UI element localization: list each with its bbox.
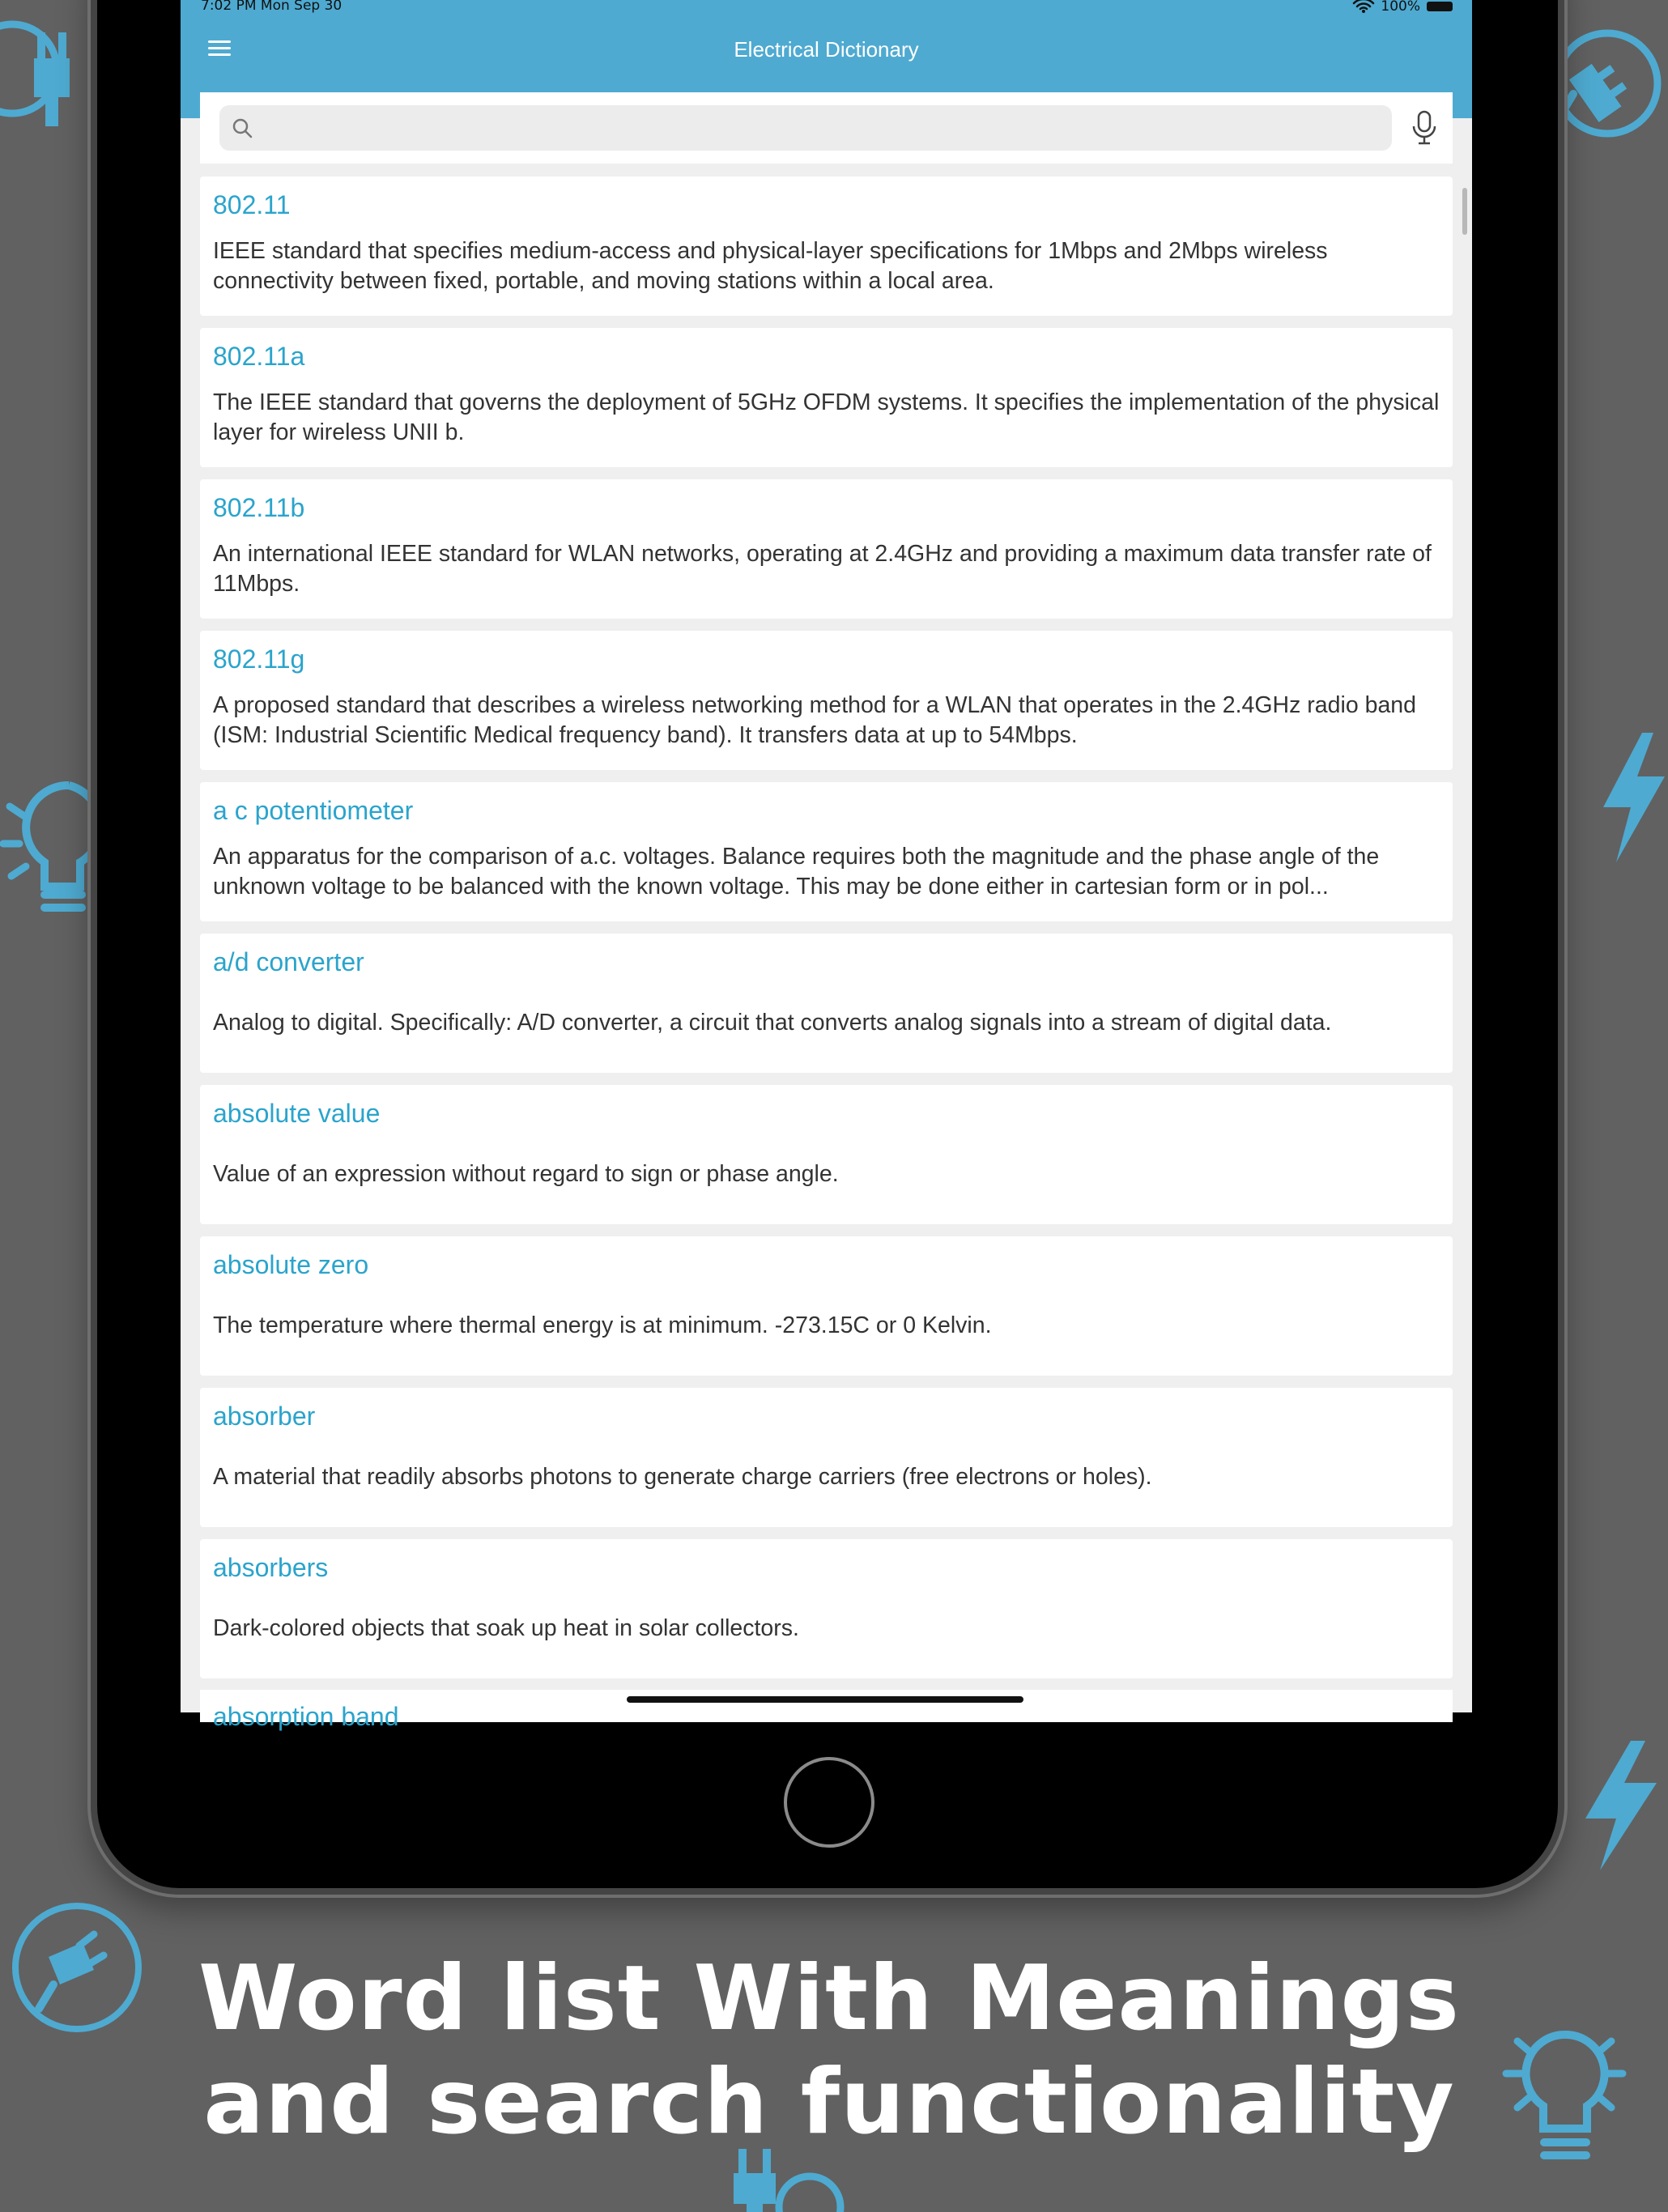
search-field[interactable] (219, 105, 1392, 151)
entry-term: 802.11 (213, 190, 291, 219)
home-button[interactable] (784, 1757, 874, 1848)
plug-icon (729, 2146, 858, 2212)
caption-line-2: and search functionality (203, 2050, 1455, 2155)
entry-definition: Analog to digital. Specifically: A/D converter, a circuit that converts analog signals into a stream of digital data. (213, 1010, 1332, 1036)
list-item[interactable] (200, 177, 1453, 316)
entry-definition: The temperature where thermal energy is at minimum. -273.15C or 0 Kelvin. (213, 1312, 992, 1338)
caption-line-1: Word list With Meanings (198, 1946, 1460, 2051)
lightning-bolt-icon (1595, 733, 1668, 862)
word-list (200, 177, 1453, 1691)
entry-term: 802.11a (213, 342, 305, 371)
entry-term: a c potentiometer (213, 796, 414, 825)
entry-definition: An international IEEE standard for WLAN networks, operating at 2.4GHz and providing a maximum data transfer rate of 11Mbps. (213, 541, 1432, 597)
search-icon (231, 117, 253, 139)
entry-term: absolute zero (213, 1250, 369, 1279)
entry-term: 802.11b (213, 493, 305, 522)
list-item[interactable] (200, 782, 1453, 921)
scrollbar[interactable] (1462, 188, 1467, 235)
list-item[interactable] (200, 1236, 1453, 1376)
search-input[interactable] (263, 111, 1384, 145)
entry-definition: An apparatus for the comparison of a.c. voltages. Balance requires both the magnitude and the phase angle of the unknown voltage to be balanced with the known voltage. This may be done either in cartesian form or in pol... (213, 844, 1380, 900)
entry-term: absorbers (213, 1553, 329, 1582)
list-item[interactable] (200, 328, 1453, 467)
entry-definition: The IEEE standard that governs the deployment of 5GHz OFDM systems. It specifies the implementation of the physical layer for wireless UNII b. (213, 389, 1440, 445)
list-item[interactable] (200, 934, 1453, 1073)
promo-caption (0, 1947, 1658, 2155)
microphone-icon[interactable] (1411, 110, 1438, 146)
entry-term: absorber (213, 1402, 316, 1431)
entry-definition: Value of an expression without regard to sign or phase angle. (213, 1161, 839, 1187)
list-item[interactable] (200, 1539, 1453, 1678)
list-item[interactable] (200, 1388, 1453, 1527)
entry-definition: IEEE standard that specifies medium-access and physical-layer specifications for 1Mbps and 2Mbps wireless connectivity between fixed, portable, and moving stations within a local area. (213, 238, 1328, 294)
plug-icon (0, 8, 97, 146)
app-screen (181, 0, 1472, 1731)
battery-percent: 100% (1381, 0, 1420, 15)
entry-term: 802.11g (213, 644, 305, 674)
list-item[interactable] (200, 479, 1453, 619)
entry-definition: Dark-colored objects that soak up heat in solar collectors. (213, 1615, 799, 1641)
entry-term: a/d converter (213, 947, 364, 976)
list-item[interactable] (200, 1085, 1453, 1224)
status-time-date: 7:02 PM Mon Sep 30 (201, 0, 343, 14)
status-indicators (1353, 0, 1453, 13)
lightning-bolt-icon (1571, 1741, 1660, 1870)
search-bar (200, 92, 1453, 164)
lightbulb-icon (0, 769, 97, 915)
entry-term: absorption band (213, 1702, 399, 1731)
list-item-partial[interactable] (200, 1690, 1453, 1731)
entry-term: absolute value (213, 1099, 381, 1128)
entry-definition: A proposed standard that describes a wireless networking method for a WLAN that operates in the 2.4GHz radio band (ISM: Industrial Scientific Medical frequency band). It transfers data at up to 54Mbps. (213, 692, 1416, 748)
app-title: Electrical Dictionary (734, 37, 919, 62)
wifi-icon (1353, 0, 1374, 13)
entry-definition: A material that readily absorbs photons to generate charge carriers (free electrons or holes). (213, 1464, 1152, 1490)
battery-icon (1427, 2, 1453, 11)
home-indicator (627, 1696, 1023, 1703)
list-item[interactable] (200, 631, 1453, 770)
status-bar (181, 0, 1472, 15)
